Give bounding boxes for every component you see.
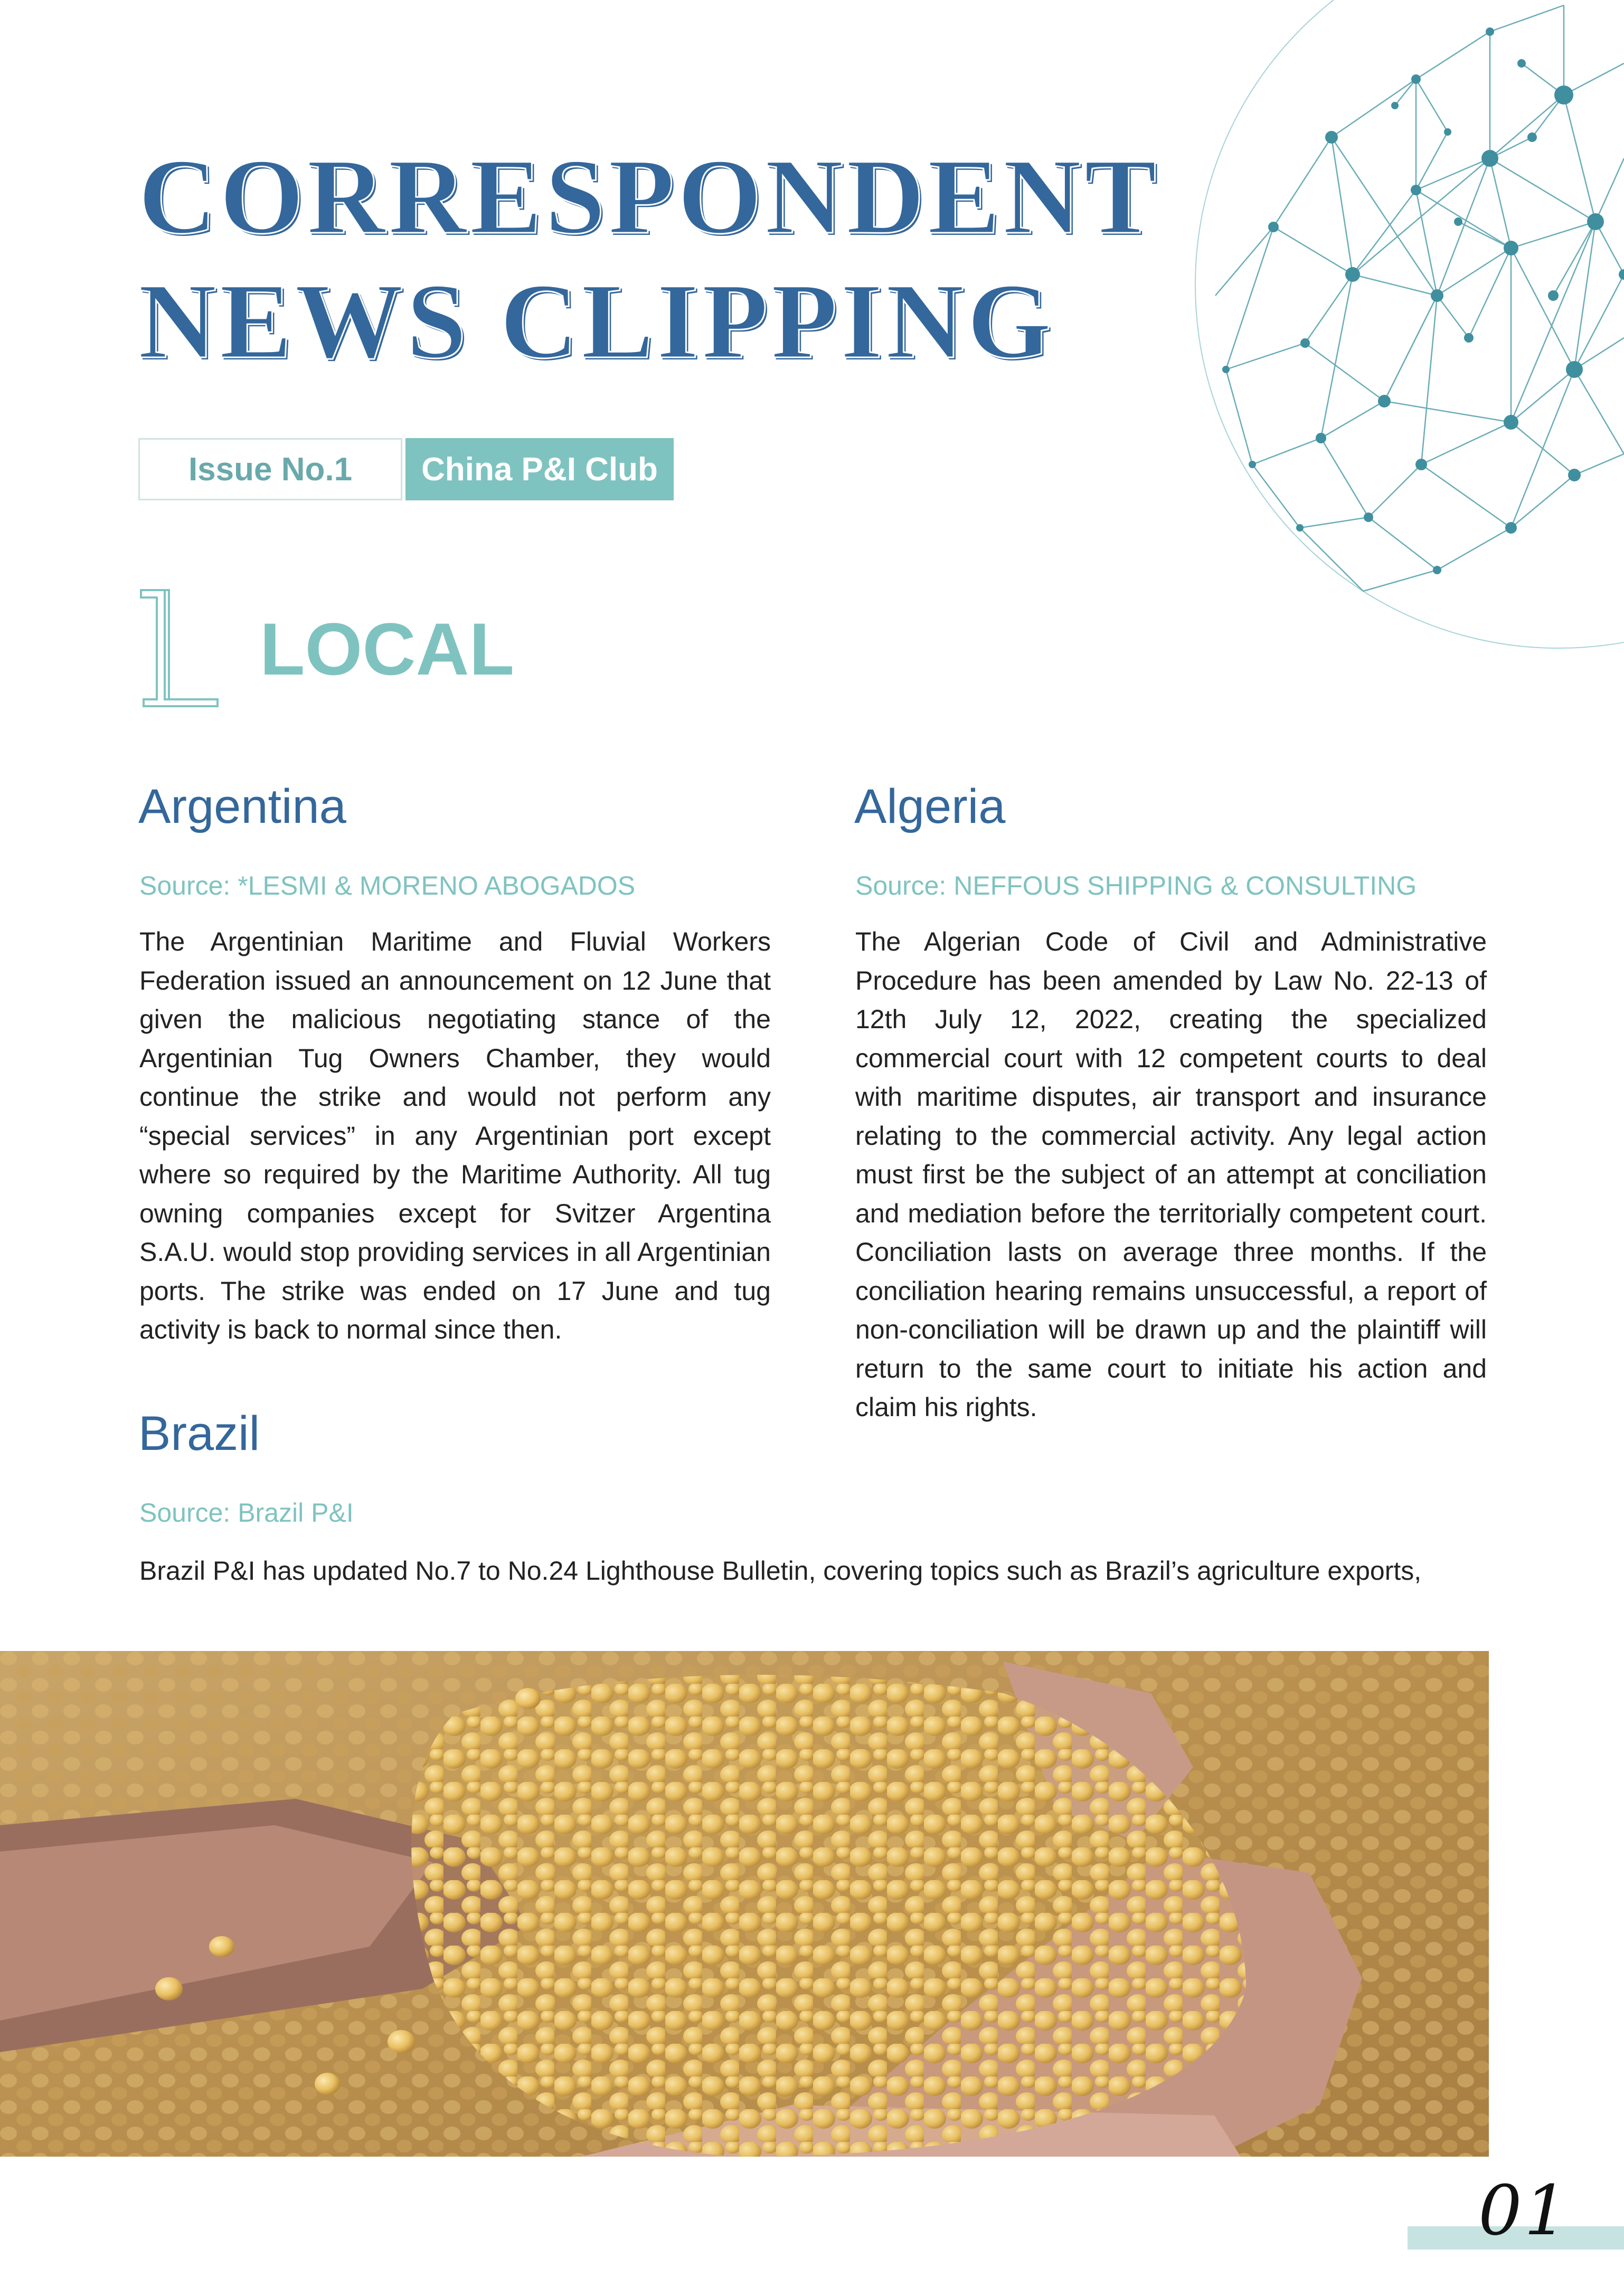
issue-number-badge: Issue No.1 (138, 438, 402, 500)
argentina-heading: Argentina (138, 780, 346, 833)
network-globe-illustration (1194, 0, 1624, 654)
brazil-body: Brazil P&I has updated No.7 to No.24 Lighthouse Bulletin, covering topics such as Brazil’s agriculture exports, (139, 1556, 1422, 1586)
algeria-body: The Algerian Code of Civil and Administrative Procedure has been amended by Law No. 22-13 of 12th July 12, 2022, creating the specialized commercial court with 12 competent courts to deal with maritime disputes, air transport and insurance relating to the commercial activity. Any legal action must first be the subject of an attempt at conciliation and mediation before the territorially competent court. Conciliation lasts on average three months. If the conciliation hearing remains unsuccessful, a report of non-conciliation will be drawn up and the plaintiff will return to the same court to initiate his action and claim his rights. (855, 927, 1487, 1422)
title-line-2: NEWS CLIPPING (138, 261, 1055, 381)
algeria-source: Source: NEFFOUS SHIPPING & CONSULTING (855, 871, 1417, 900)
algeria-heading: Algeria (854, 780, 1006, 833)
argentina-body: The Argentinian Maritime and Fluvial Workers Federation issued an announcement on 12 June that given the malicious negotiating stance of the Argentinian Tug Owners Chamber, they would continue the strike and would not perform any “special services” in any Argentinian port except where so required by the Maritime Authority. All tug owning companies except for Svitzer Argentina S.A.U. would stop providing services in all Argentinian ports. The strike was ended on 17 June and tug activity is back to normal since then. (139, 927, 771, 1344)
club-name-badge: China P&I Club (405, 438, 674, 500)
brazil-heading: Brazil (138, 1407, 260, 1460)
argentina-source: Source: *LESMI & MORENO ABOGADOS (139, 871, 636, 900)
page-title (138, 135, 1194, 384)
brazil-source: Source: Brazil P&I (139, 1498, 354, 1527)
title-line-1: CORRESPONDENT (138, 137, 1160, 257)
section-title: LOCAL (260, 608, 515, 690)
numeral-one-outline-icon (138, 586, 223, 710)
page-number: 01 (1478, 2170, 1570, 2251)
soybeans-in-hands-photo (0, 1651, 1489, 2157)
